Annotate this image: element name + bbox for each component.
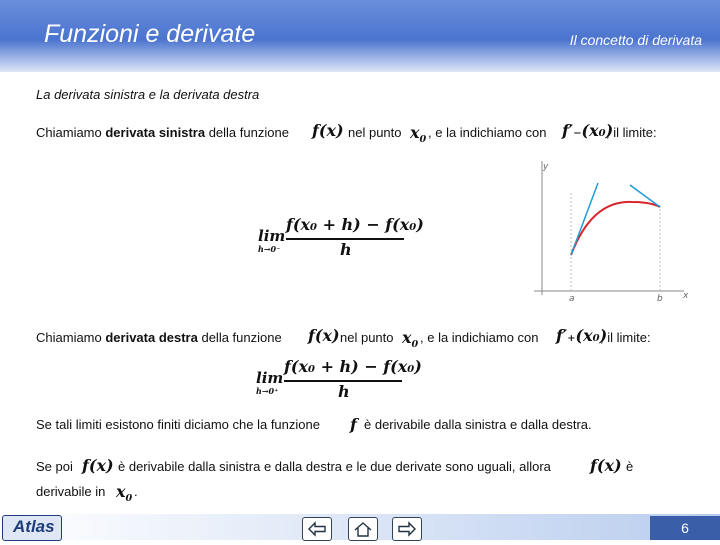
home-icon: [349, 518, 377, 540]
tangent-graph: [532, 155, 692, 305]
right-derivative-symbol: f′₊(x₀): [556, 326, 608, 345]
arrow-right-icon: [393, 518, 421, 540]
function-fx: f(x): [590, 456, 622, 475]
arrow-left-icon: [303, 518, 331, 540]
previous-slide-button[interactable]: [302, 517, 332, 541]
next-slide-button[interactable]: [392, 517, 422, 541]
point-x0: $x_0$: [410, 123, 427, 146]
right-derivative-definition: Chiamiamo derivata destra della funzione: [36, 330, 282, 345]
presentation-title: Funzioni e derivate: [44, 20, 256, 48]
header-bar: [0, 0, 720, 72]
section-title: La derivata sinistra e la derivata destra: [36, 87, 260, 102]
function-fx: f(x): [308, 326, 340, 345]
y-axis-label: y: [543, 162, 549, 172]
left-tangent-line: [571, 183, 598, 255]
left-derivative-definition: Chiamiamo derivata sinistra della funzione: [36, 125, 289, 140]
page-number: 6: [650, 516, 720, 540]
point-x0: $x_0$: [116, 482, 133, 505]
right-limit-formula: lim h→0⁺ f(x₀ + h) − f(x₀) h: [256, 357, 422, 401]
tick-label-a: a: [569, 294, 575, 304]
home-button[interactable]: [348, 517, 378, 541]
slide-topic: Il concetto di derivata: [569, 32, 702, 48]
atlas-logo: Atlas: [2, 515, 62, 541]
left-derivative-symbol: f′₋(x₀): [562, 121, 614, 140]
left-limit-formula: lim h→0⁻ f(x₀ + h) − f(x₀) h: [258, 215, 424, 259]
function-fx: f(x): [82, 456, 114, 475]
function-curve: [571, 202, 660, 255]
function-fx: f(x): [312, 121, 344, 140]
tick-label-b: b: [657, 294, 663, 304]
point-x0: $x_0$: [402, 328, 419, 351]
existence-sentence: Se tali limiti esistono finiti diciamo che la funzione: [36, 417, 320, 432]
function-f: f: [350, 415, 357, 434]
x-axis-label: x: [683, 291, 689, 301]
conclusion-sentence: Se poi: [36, 459, 73, 474]
